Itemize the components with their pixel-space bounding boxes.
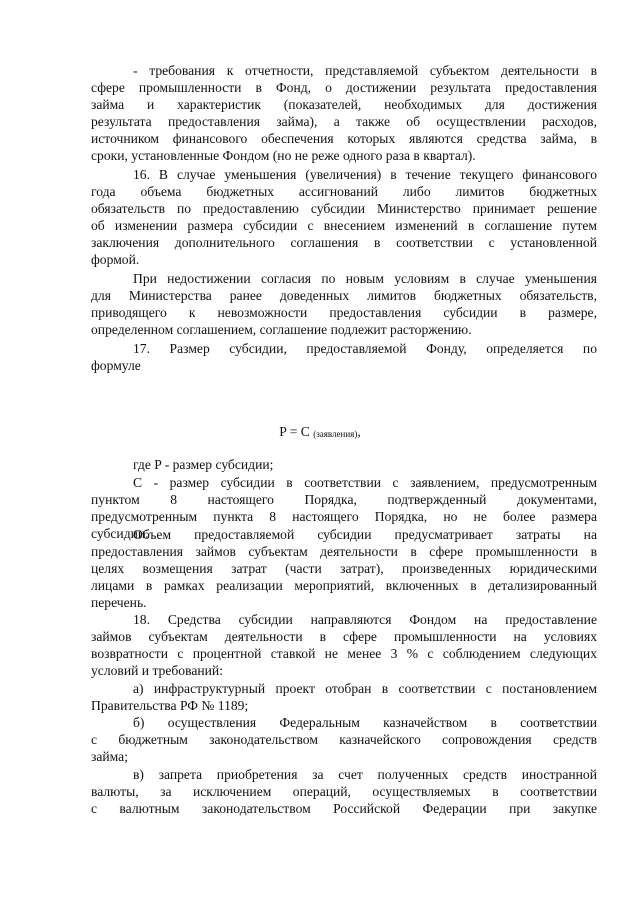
- text-line: результата предоставления займа), а также об осуществлении расходов,: [91, 114, 597, 129]
- paragraph-reporting-requirements: [91, 62, 597, 164]
- text-line: формуле: [91, 358, 141, 373]
- paragraph-condition-v: [91, 766, 597, 817]
- text-line: Правительства РФ № 1189;: [91, 698, 249, 713]
- text-line: сроки, установленные Фондом (но не реже одного раза в квартал).: [91, 148, 476, 163]
- text-line: с бюджетным законодательством казначейского сопровождения средств: [91, 732, 597, 747]
- text-line: в) запрета приобретения за счет полученных средств иностранной: [133, 767, 597, 782]
- subsidy-formula: [0, 423, 640, 443]
- paragraph-section-18: [91, 611, 597, 679]
- text-line: источником финансового обеспечения которых являются средства займа, в: [91, 131, 597, 146]
- paragraph-subsidy-volume: [91, 526, 597, 611]
- text-line: сфере промышленности в Фонд, о достижении результата предоставления: [91, 80, 597, 95]
- text-line: займа;: [91, 749, 128, 764]
- text-line: года объема бюджетных ассигнований либо лимитов бюджетных: [91, 184, 597, 199]
- formula-tail: ,: [357, 424, 361, 439]
- text-line: валюты, за исключением операций, осуществляемых в соответствии: [91, 784, 597, 799]
- text-line: 18. Средства субсидии направляются Фондом на предоставление: [133, 612, 597, 627]
- text-line: б) осуществления Федеральным казначейством в соответствии: [133, 715, 597, 730]
- text-line: 17. Размер субсидии, предоставляемой Фонду, определяется по: [133, 341, 597, 356]
- text-line: пунктом 8 настоящего Порядка, подтвержденный документами,: [91, 492, 597, 507]
- text-line: с валютным законодательством Российской Федерации при закупке: [91, 801, 597, 816]
- formula-main: P = C: [279, 424, 314, 439]
- paragraph-condition-a: [91, 680, 597, 714]
- paragraph-condition-b: [91, 714, 597, 765]
- text-line: обязательств по предоставлению субсидии Министерство принимает решение: [91, 201, 597, 216]
- text-line: перечень.: [91, 595, 147, 610]
- text-line: займа и характеристик (показателей, необходимых для достижения: [91, 97, 597, 112]
- text-line: условий и требований:: [91, 663, 223, 678]
- text-line: При недостижении согласия по новым условиям в случае уменьшения: [133, 271, 597, 286]
- text-line: для Министерства ранее доведенных лимитов бюджетных обязательств,: [91, 288, 597, 303]
- text-line: - требования к отчетности, представляемой субъектом деятельности в: [133, 63, 597, 78]
- text-line: лицами в рамках реализации мероприятий, включенных в детализированный: [91, 578, 597, 593]
- text-line: об изменении размера субсидии с внесением изменений в соглашение путем: [91, 218, 597, 233]
- text-line: возвратности с процентной ставкой не менее 3 % с соблюдением следующих: [91, 646, 597, 661]
- text-line: заключения дополнительного соглашения в соответствии с установленной: [91, 235, 597, 250]
- text-line: определенном соглашением, соглашение подлежит расторжению.: [91, 322, 472, 337]
- text-line: предусмотренным пункта 8 настоящего Порядка, но не более размера: [91, 509, 597, 524]
- text-line: субсидии.: [91, 526, 149, 541]
- text-line: а) инфраструктурный проект отобран в соответствии с постановлением: [133, 681, 597, 696]
- text-line: C - размер субсидии в соответствии с заявлением, предусмотренным: [133, 475, 597, 490]
- paragraph-section-16: [91, 166, 597, 268]
- text-line: приводящего к невозможности предоставления субсидии в размере,: [91, 305, 597, 320]
- formula-where-p: где P - размер субсидии;: [133, 457, 274, 472]
- text-line: целях возмещения затрат (части затрат), произведенных юридическими: [91, 561, 597, 576]
- formula-subscript: (заявления): [313, 429, 358, 439]
- paragraph-section-16-termination: [91, 270, 597, 338]
- text-line: формой.: [91, 252, 140, 267]
- text-line: 16. В случае уменьшения (увеличения) в течение текущего финансового: [133, 167, 597, 182]
- text-line: займов субъектам деятельности в сфере промышленности на условиях: [91, 629, 597, 644]
- paragraph-section-17: [91, 340, 597, 374]
- text-line: предоставления займов субъектам деятельности в сфере промышленности в: [91, 544, 597, 559]
- text-line: Объем предоставляемой субсидии предусматривает затраты на: [133, 527, 597, 542]
